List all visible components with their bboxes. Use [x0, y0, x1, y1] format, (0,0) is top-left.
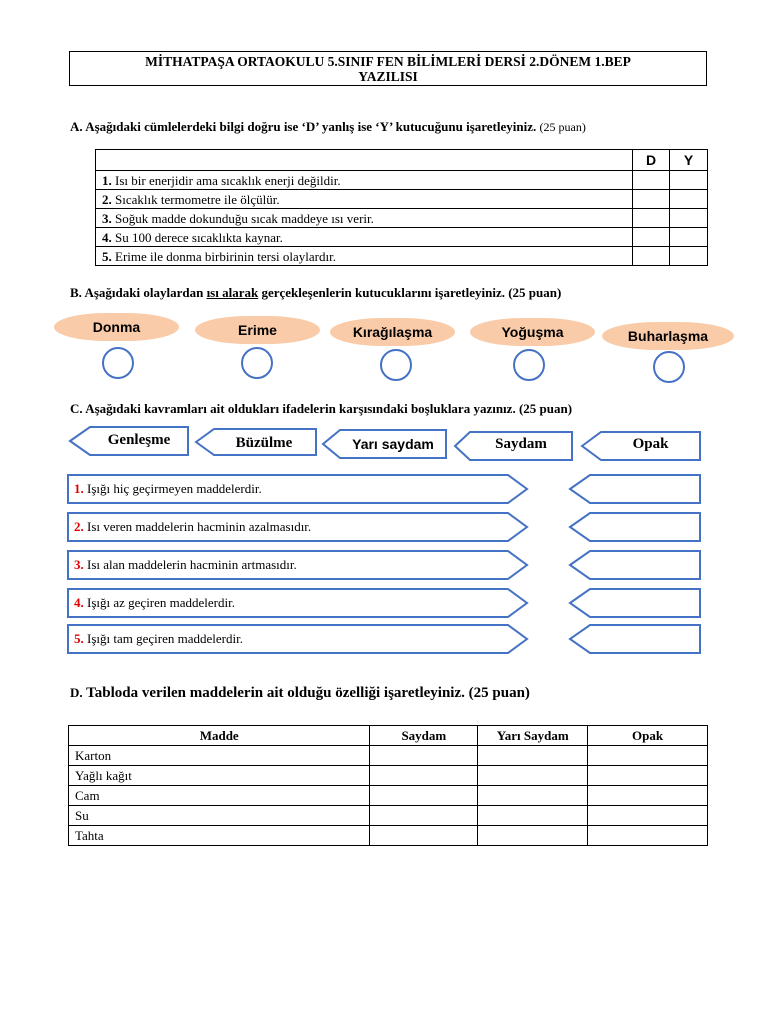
- section-b-underlined: ısı alarak: [206, 285, 259, 300]
- term-yari-saydam: Yarı saydam: [352, 436, 434, 452]
- section-a-points: (25 puan): [539, 120, 586, 134]
- check-cell[interactable]: [478, 826, 588, 846]
- material-name: Su: [69, 806, 370, 826]
- material-name: Cam: [69, 786, 370, 806]
- check-cell[interactable]: [370, 766, 478, 786]
- material-name: Karton: [69, 746, 370, 766]
- term-saydam: Saydam: [495, 436, 547, 452]
- section-c-heading: [70, 401, 572, 417]
- header-madde: Madde: [69, 726, 370, 746]
- material-name: Yağlı kağıt: [69, 766, 370, 786]
- exam-title-line1: MİTHATPAŞA ORTAOKULU 5.SINIF FEN BİLİMLERİ DERSİ 2.DÖNEM 1.BEP: [145, 54, 631, 69]
- section-a-table: [95, 149, 708, 266]
- cloud-kiragilasma: Kırağılaşma: [330, 318, 455, 346]
- row-text: Isı bir enerjidir ama sıcaklık enerji değildir.: [115, 172, 341, 188]
- table-row: [96, 228, 708, 247]
- section-c-letter: C.: [70, 401, 83, 416]
- table-row: [96, 190, 708, 209]
- check-cell[interactable]: [588, 746, 708, 766]
- section-c-text: Aşağıdaki kavramları ait oldukları ifadelerin karşısındaki boşluklara yazınız.: [85, 401, 516, 416]
- material-name: Tahta: [69, 826, 370, 846]
- statement-4: [74, 595, 235, 611]
- row-text: Soğuk madde dokunduğu sıcak maddeye ısı verir.: [115, 210, 374, 226]
- check-cell[interactable]: [588, 826, 708, 846]
- checkbox-circle-buharlasma[interactable]: [653, 351, 685, 383]
- check-cell[interactable]: [478, 806, 588, 826]
- check-cell[interactable]: [588, 806, 708, 826]
- row-number: 3.: [102, 210, 112, 226]
- statement-2: [74, 519, 311, 535]
- section-a-heading: [70, 119, 586, 135]
- answer-box-y[interactable]: [670, 190, 708, 209]
- row-number: 4.: [102, 229, 112, 245]
- header-saydam: Saydam: [370, 726, 478, 746]
- statement-1: [74, 481, 262, 497]
- check-cell[interactable]: [478, 766, 588, 786]
- section-d-text: Tabloda verilen maddelerin ait olduğu özelliği işaretleyiniz.: [86, 685, 465, 701]
- statement-number: 1.: [74, 481, 84, 496]
- answer-box-d[interactable]: [633, 171, 670, 190]
- answer-box-d[interactable]: [633, 209, 670, 228]
- term-opak: Opak: [632, 436, 669, 452]
- row-number: 1.: [102, 172, 112, 188]
- cloud-yogusma: Yoğuşma: [470, 318, 595, 346]
- table-row: [69, 746, 708, 766]
- exam-title-line2: YAZILISI: [358, 69, 418, 84]
- statement-text: Isı veren maddelerin hacminin azalmasıdır.: [87, 519, 312, 534]
- check-cell[interactable]: [478, 786, 588, 806]
- answer-input-2[interactable]: [590, 514, 698, 540]
- header-yari-saydam: Yarı Saydam: [478, 726, 588, 746]
- check-cell[interactable]: [370, 826, 478, 846]
- table-row: [96, 171, 708, 190]
- cloud-erime: Erime: [195, 316, 320, 344]
- statement-text: Işığı tam geçiren maddelerdir.: [87, 631, 243, 646]
- col-y-header: Y: [670, 150, 708, 171]
- statement-number: 4.: [74, 595, 84, 610]
- check-cell[interactable]: [370, 806, 478, 826]
- section-d-table: [68, 725, 708, 846]
- section-b-points: (25 puan): [508, 285, 562, 300]
- section-b-heading: [70, 285, 561, 301]
- statement-number: 2.: [74, 519, 84, 534]
- answer-input-1[interactable]: [590, 476, 698, 502]
- section-d-letter: D.: [70, 685, 83, 700]
- checkbox-circle-yogusma[interactable]: [513, 349, 545, 381]
- section-b-text-after: gerçekleşenlerin kutucuklarını işaretleyiniz.: [261, 285, 505, 300]
- checkbox-circle-kiragilasma[interactable]: [380, 349, 412, 381]
- answer-box-y[interactable]: [670, 171, 708, 190]
- statement-number: 3.: [74, 557, 84, 572]
- check-cell[interactable]: [370, 786, 478, 806]
- statement-text: Isı alan maddelerin hacminin artmasıdır.: [87, 557, 297, 572]
- statement-text: Işığı az geçiren maddelerdir.: [87, 595, 235, 610]
- table-row: [96, 209, 708, 228]
- row-number: 5.: [102, 248, 112, 264]
- row-text: Erime ile donma birbirinin tersi olaylardır.: [115, 248, 336, 264]
- answer-box-y[interactable]: [670, 209, 708, 228]
- statement-text: Işığı hiç geçirmeyen maddelerdir.: [87, 481, 262, 496]
- check-cell[interactable]: [478, 746, 588, 766]
- answer-box-d[interactable]: [633, 190, 670, 209]
- cloud-buharlasma: Buharlaşma: [602, 322, 734, 350]
- row-number: 2.: [102, 191, 112, 207]
- table-header-row: [96, 150, 708, 171]
- table-header-row: [69, 726, 708, 746]
- answer-box-y[interactable]: [670, 228, 708, 247]
- answer-input-4[interactable]: [590, 590, 698, 616]
- table-row: [69, 826, 708, 846]
- table-row: [69, 766, 708, 786]
- section-c-points: (25 puan): [518, 401, 573, 416]
- check-cell[interactable]: [588, 766, 708, 786]
- statement-number: 5.: [74, 631, 84, 646]
- section-d-points: (25 puan): [468, 685, 530, 701]
- row-text: Sıcaklık termometre ile ölçülür.: [115, 191, 280, 207]
- checkbox-circle-donma[interactable]: [102, 347, 134, 379]
- section-d-heading: [70, 685, 530, 702]
- term-genlesme: Genleşme: [107, 432, 171, 448]
- section-a-letter: A.: [70, 119, 83, 134]
- col-d-header: D: [633, 150, 670, 171]
- section-b-letter: B.: [70, 285, 82, 300]
- checkbox-circle-erime[interactable]: [241, 347, 273, 379]
- table-row: [96, 247, 708, 266]
- table-row: [69, 806, 708, 826]
- section-a-text: Aşağıdaki cümlelerdeki bilgi doğru ise ‘D’ yanlış ise ‘Y’ kutucuğunu işaretleyiniz.: [85, 119, 537, 134]
- exam-title: [69, 51, 707, 86]
- term-buzulme: Büzülme: [235, 435, 293, 451]
- table-row: [69, 786, 708, 806]
- statement-5: [74, 631, 243, 647]
- header-opak: Opak: [588, 726, 708, 746]
- answer-box-d[interactable]: [633, 228, 670, 247]
- row-text: Su 100 derece sıcaklıkta kaynar.: [115, 229, 283, 245]
- check-cell[interactable]: [588, 786, 708, 806]
- check-cell[interactable]: [370, 746, 478, 766]
- answer-input-3[interactable]: [590, 552, 698, 578]
- answer-box-y[interactable]: [670, 247, 708, 266]
- section-b-text-before: Aşağıdaki olaylardan: [84, 285, 204, 300]
- cloud-donma: Donma: [54, 313, 179, 341]
- answer-box-d[interactable]: [633, 247, 670, 266]
- statement-3: [74, 557, 297, 573]
- answer-input-5[interactable]: [590, 626, 698, 652]
